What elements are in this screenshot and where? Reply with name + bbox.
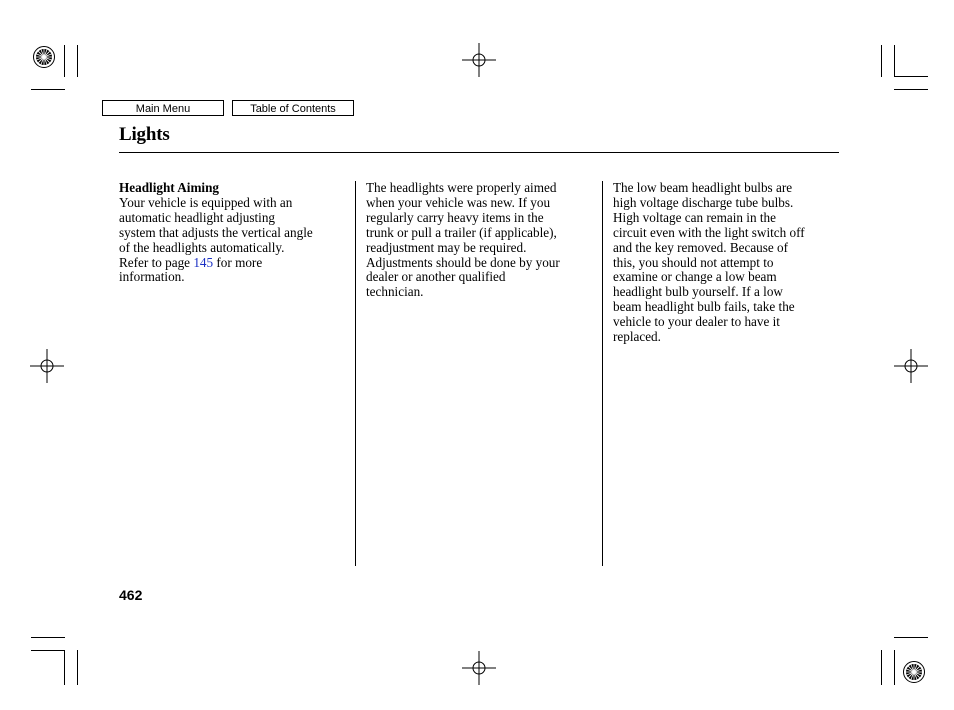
text-line: of the headlights automatically. (119, 239, 285, 255)
registration-sunburst-icon (32, 45, 56, 69)
registration-crosshair-icon (894, 349, 928, 383)
column-divider (355, 181, 356, 566)
column-divider (602, 181, 603, 566)
text-line: regularly carry heavy items in the (366, 209, 544, 225)
text-line: technician. (366, 284, 424, 300)
text-line: system that adjusts the vertical angle (119, 224, 313, 240)
text-line: vehicle to your dealer to have it (613, 314, 780, 330)
text-line: circuit even with the light switch off (613, 224, 805, 240)
registration-crosshair-icon (30, 349, 64, 383)
text-line: Your vehicle is equipped with an (119, 194, 293, 210)
registration-crosshair-icon (462, 43, 496, 77)
text-line: High voltage can remain in the (613, 209, 776, 225)
table-of-contents-button[interactable]: Table of Contents (232, 100, 354, 116)
refer-prefix: Refer to page (119, 254, 194, 270)
text-line: headlight bulb yourself. If a low (613, 284, 783, 300)
text-line: dealer or another qualified (366, 269, 506, 285)
text-line: The headlights were properly aimed (366, 180, 557, 195)
main-menu-button[interactable]: Main Menu (102, 100, 224, 116)
page-number: 462 (119, 587, 143, 603)
page-145-link[interactable]: 145 (193, 254, 214, 270)
text-line: when your vehicle was new. If you (366, 194, 551, 210)
text-line: readjustment may be required. (366, 239, 527, 255)
text-line: information. (119, 269, 185, 285)
text-line: beam headlight bulb fails, take the (613, 299, 795, 315)
column-headlight-aiming (119, 181, 351, 285)
text-line: replaced. (613, 329, 661, 345)
text-line: Adjustments should be done by your (366, 254, 560, 270)
text-line: automatic headlight adjusting (119, 209, 276, 225)
text-line: trunk or pull a trailer (if applicable), (366, 224, 557, 240)
refer-suffix: for more (213, 254, 263, 270)
column-aiming-details (366, 181, 598, 300)
registration-sunburst-icon (902, 660, 926, 684)
title-divider (119, 152, 839, 153)
text-line: and the key removed. Because of (613, 239, 789, 255)
text-line: this, you should not attempt to (613, 254, 774, 270)
text-line: examine or change a low beam (613, 269, 777, 285)
column-bulb-warning (613, 181, 841, 345)
section-heading: Headlight Aiming (119, 180, 220, 195)
page-title: Lights (119, 124, 170, 145)
text-line: high voltage discharge tube bulbs. (613, 194, 794, 210)
text-line-reference (119, 256, 351, 271)
text-line: The low beam headlight bulbs are (613, 180, 793, 195)
registration-crosshair-icon (462, 651, 496, 685)
